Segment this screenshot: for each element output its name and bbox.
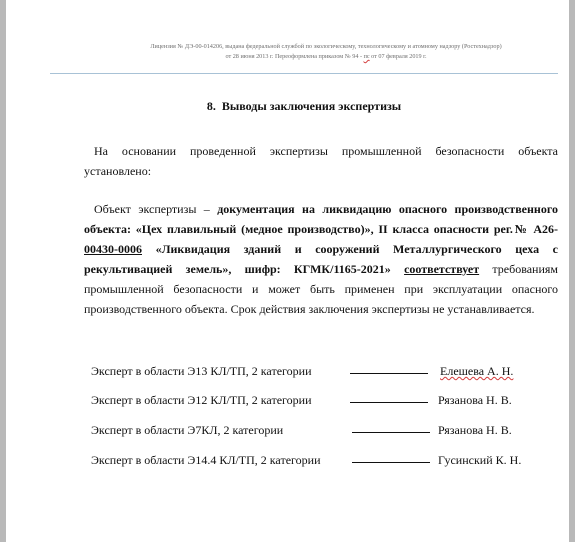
expert-role: Эксперт в области Э13 КЛ/ТП, 2 категории	[91, 364, 312, 378]
signature-line	[352, 462, 430, 463]
signature-line	[350, 373, 428, 374]
object-lead: Объект экспертизы –	[94, 202, 218, 216]
conclusion-paragraph	[84, 199, 558, 319]
window-edge-right	[569, 0, 575, 542]
license-header	[96, 42, 556, 62]
license-line-2-spellcheck-word: пс	[363, 53, 370, 60]
license-line-2	[96, 52, 556, 62]
document-page	[6, 0, 569, 542]
expert-name: Гусинский К. Н.	[438, 453, 522, 467]
signature-row	[86, 391, 558, 409]
license-line-1: Лицензия № ДЭ-00-014206, выдана федеральной службой по экологическому, технологическому и атомному надзору (Ростехнадзор)	[150, 43, 502, 50]
section-number: 8.	[206, 99, 216, 113]
license-line-2-start: от 28 июня 2013 г. Переоформлена приказом № 94 -	[225, 53, 363, 60]
signature-row	[86, 421, 558, 439]
section-heading	[50, 98, 558, 114]
project-title: «Ликвидация зданий и сооружений Металлургического цеха с рекультивацией земель», шифр: КГМК/1165-2021»	[84, 242, 558, 276]
license-line-2-end: от 07 февраля 2019 г.	[371, 53, 427, 60]
header-divider	[50, 73, 558, 74]
object-description: документация на ликвидацию опасного производственного объекта: «Цех плавильный (медное производство)», II класса опасности рег.№ А26-	[84, 202, 558, 236]
expert-name: Рязанова Н. В.	[438, 423, 512, 437]
expert-role: Эксперт в области Э7КЛ, 2 категории	[91, 423, 284, 437]
expert-role: Эксперт в области Э12 КЛ/ТП, 2 категории	[91, 393, 312, 407]
verdict-text: соответствует	[404, 262, 480, 276]
signature-line	[352, 432, 430, 433]
expert-name: Елешева А. Н.	[440, 364, 514, 378]
expert-name: Рязанова Н. В.	[438, 393, 512, 407]
expert-role: Эксперт в области Э14.4 КЛ/ТП, 2 категории	[91, 453, 321, 467]
conclusion-tail: требованиям промышленной безопасности и может быть применен при эксплуатации опасного производственного объекта. Срок действия заключения экспертизы не устанавливается.	[84, 262, 558, 316]
signature-line	[350, 402, 428, 403]
section-title: Выводы заключения экспертизы	[221, 99, 402, 113]
signature-row	[86, 362, 558, 380]
conclusion-intro-paragraph: На основании проведенной экспертизы промышленной безопасности объекта установлено:	[84, 144, 558, 178]
signature-row	[86, 451, 558, 469]
registration-number: 00430-0006	[84, 242, 142, 256]
